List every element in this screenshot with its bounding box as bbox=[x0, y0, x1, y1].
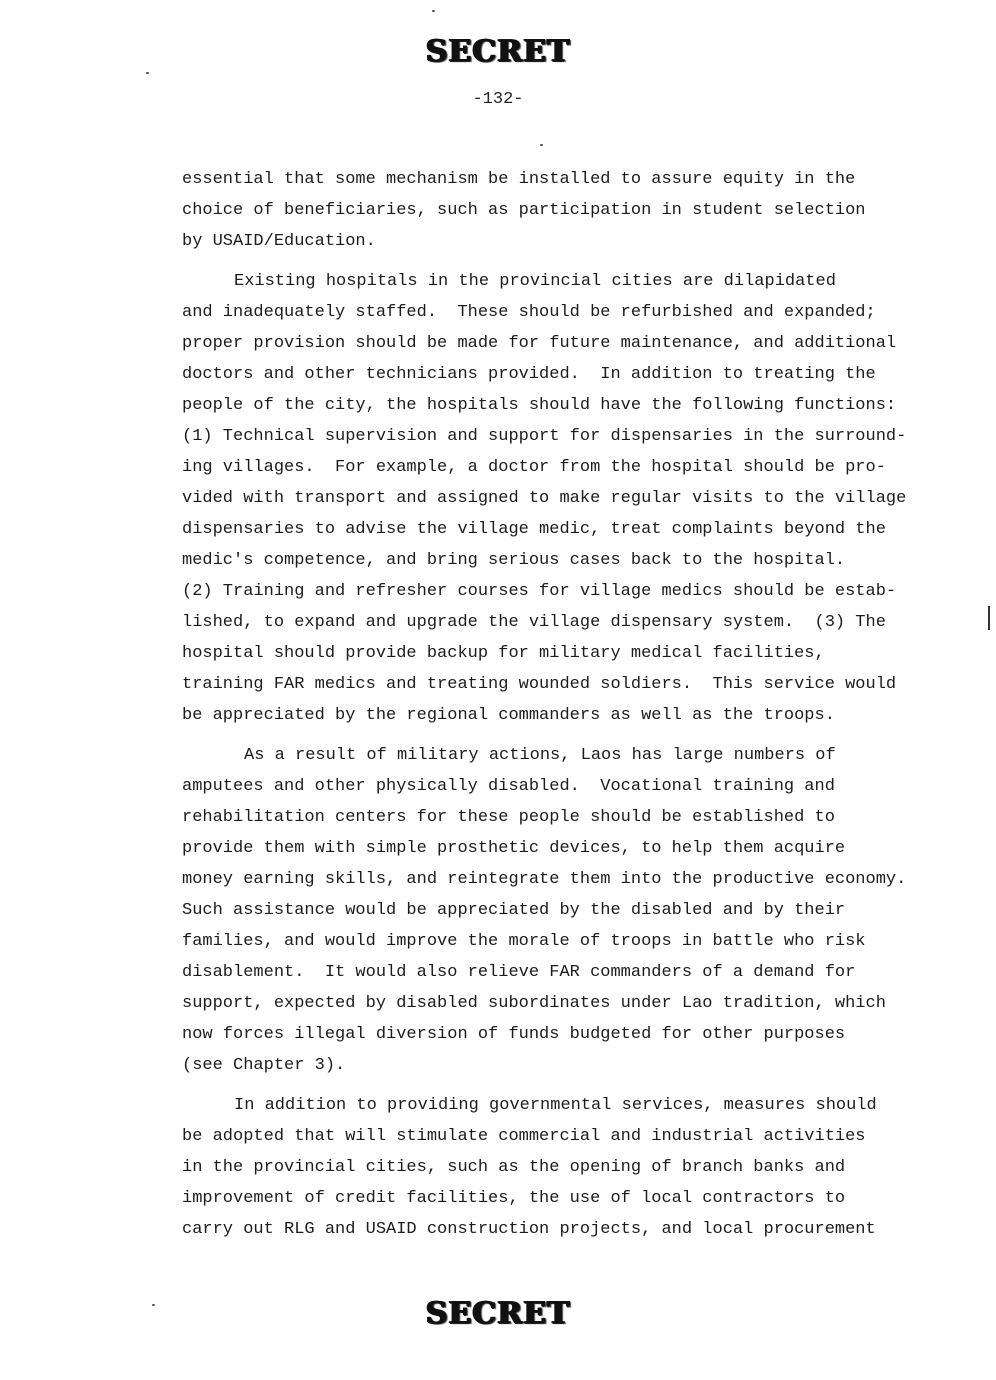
text-line: dispensaries to advise the village medic, treat complaints beyond the bbox=[182, 520, 886, 539]
text-line: Existing hospitals in the provincial cities are dilapidated bbox=[234, 272, 836, 291]
text-line: (2) Training and refresher courses for village medics should be estab- bbox=[182, 582, 897, 601]
paragraph-4 bbox=[182, 1090, 942, 1245]
scan-speck bbox=[146, 72, 149, 74]
text-line: doctors and other technicians provided. In addition to treating the bbox=[182, 365, 876, 384]
text-line: training FAR medics and treating wounded soldiers. This service would bbox=[182, 675, 897, 694]
text-line: Such assistance would be appreciated by the disabled and by their bbox=[182, 901, 846, 920]
text-line: provide them with simple prosthetic devices, to help them acquire bbox=[182, 839, 846, 858]
text-line: As a result of military actions, Laos has large numbers of bbox=[244, 746, 836, 765]
text-line: now forces illegal diversion of funds budgeted for other purposes bbox=[182, 1025, 846, 1044]
text-line: people of the city, the hospitals should have the following functions: bbox=[182, 396, 897, 415]
text-line: and inadequately staffed. These should be refurbished and expanded; bbox=[182, 303, 876, 322]
paragraph-2 bbox=[182, 266, 942, 731]
text-line: money earning skills, and reintegrate them into the productive economy. bbox=[182, 870, 907, 889]
text-line: vided with transport and assigned to make regular visits to the village bbox=[182, 489, 907, 508]
scan-speck bbox=[432, 10, 435, 12]
text-line: medic's competence, and bring serious cases back to the hospital. bbox=[182, 551, 846, 570]
text-line: by USAID/Education. bbox=[182, 232, 376, 251]
scan-speck bbox=[540, 144, 543, 146]
text-line: In addition to providing governmental services, measures should bbox=[234, 1096, 877, 1115]
page-number: -132- bbox=[472, 90, 524, 109]
text-line: carry out RLG and USAID construction projects, and local procurement bbox=[182, 1220, 876, 1239]
document-body bbox=[182, 164, 942, 1254]
classification-stamp-bottom: SECRET bbox=[425, 1296, 571, 1331]
margin-mark bbox=[988, 606, 990, 630]
text-line: amputees and other physically disabled. Vocational training and bbox=[182, 777, 835, 796]
text-line: rehabilitation centers for these people should be established to bbox=[182, 808, 835, 827]
text-line: essential that some mechanism be installed to assure equity in the bbox=[182, 170, 856, 189]
text-line: disablement. It would also relieve FAR commanders of a demand for bbox=[182, 963, 856, 982]
text-line: hospital should provide backup for military medical facilities, bbox=[182, 644, 825, 663]
text-line: be appreciated by the regional commanders as well as the troops. bbox=[182, 706, 835, 725]
paragraph-1 bbox=[182, 164, 942, 257]
text-line: families, and would improve the morale of troops in battle who risk bbox=[182, 932, 866, 951]
text-line: in the provincial cities, such as the opening of branch banks and bbox=[182, 1158, 846, 1177]
text-line: (1) Technical supervision and support for dispensaries in the surround- bbox=[182, 427, 907, 446]
text-line: proper provision should be made for future maintenance, and additional bbox=[182, 334, 897, 353]
text-line: lished, to expand and upgrade the village dispensary system. (3) The bbox=[182, 613, 886, 632]
text-line: choice of beneficiaries, such as participation in student selection bbox=[182, 201, 866, 220]
paragraph-3 bbox=[182, 740, 942, 1081]
text-line: improvement of credit facilities, the use of local contractors to bbox=[182, 1189, 846, 1208]
text-line: support, expected by disabled subordinates under Lao tradition, which bbox=[182, 994, 886, 1013]
text-line: (see Chapter 3). bbox=[182, 1056, 346, 1075]
classification-stamp-top: SECRET bbox=[425, 34, 571, 69]
text-line: be adopted that will stimulate commercial and industrial activities bbox=[182, 1127, 866, 1146]
text-line: ing villages. For example, a doctor from the hospital should be pro- bbox=[182, 458, 886, 477]
